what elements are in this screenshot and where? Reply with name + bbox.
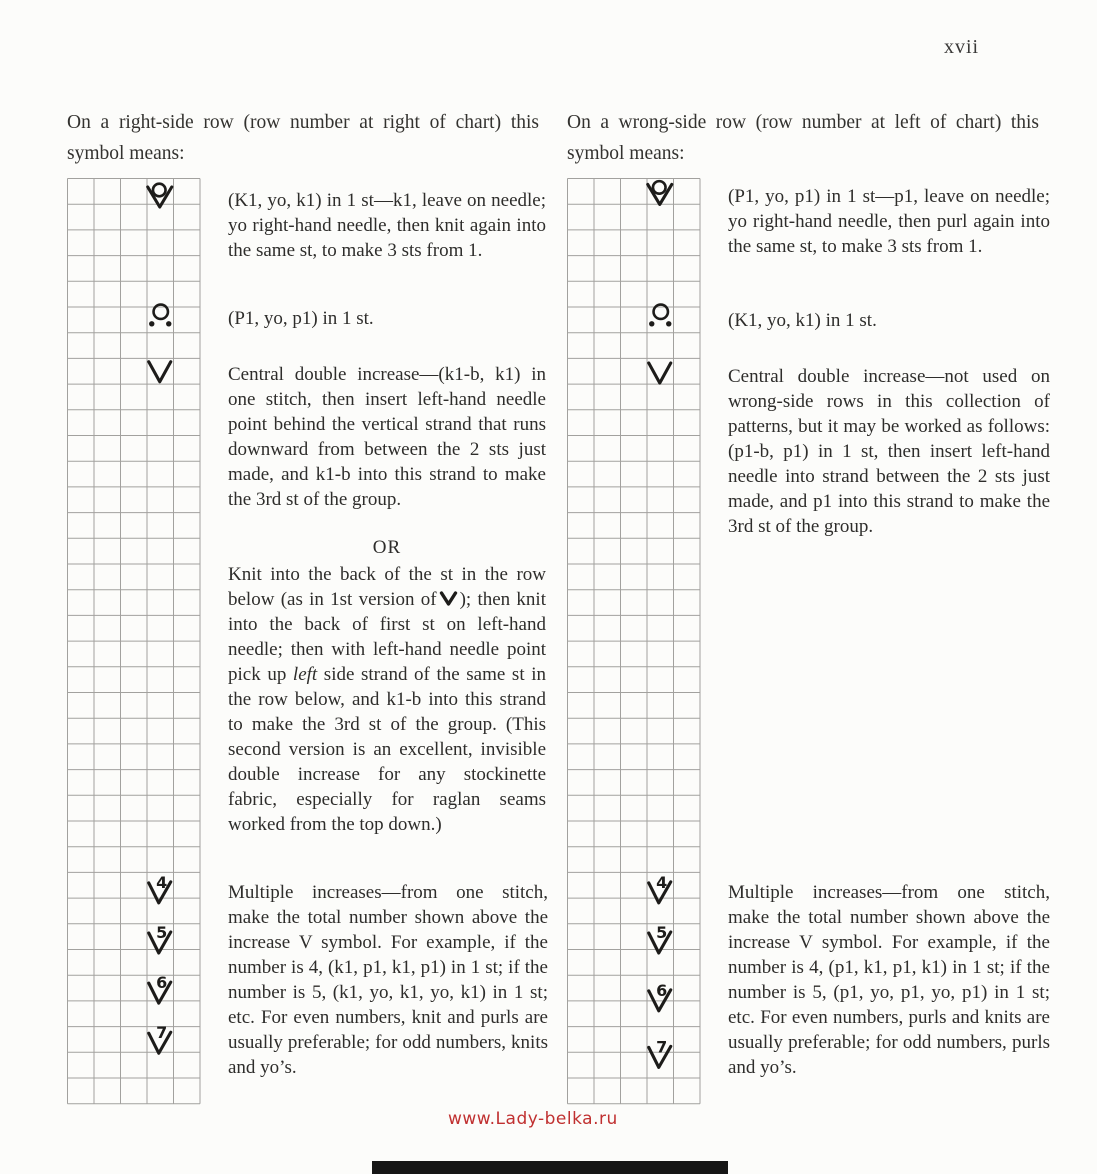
right-paragraph-1: (P1, yo, p1) in 1 st—p1, leave on needle; yo right-hand needle, then purl again into the same st, to make 3 sts from 1. (728, 186, 1050, 257)
v-increase-icon (439, 591, 458, 606)
multiple-increase-symbol (149, 923, 171, 953)
left-knitting-chart (67, 178, 201, 1105)
svg-text:6: 6 (656, 980, 668, 1000)
svg-text:7: 7 (156, 1023, 168, 1043)
k-yo-k-increase-symbol (648, 181, 672, 204)
central-increase-v-symbol (149, 362, 171, 382)
left-column-header: On a right-side row (row number at right of chart) this symbol means: (67, 112, 539, 164)
right-knitting-chart (567, 178, 701, 1105)
multiple-increase-symbol (649, 1037, 671, 1067)
left-paragraph-5: Multiple increases—from one stitch, make the total number shown above the increase V symbol. For example, if the number is 4, (k1, p1, k1, p1) in 1 st; if the number is 5, (k1, yo, k1, yo, k1) in 1 st; etc. For even numbers, knit and purls are usually preferable; for odd numbers, knits and yo’s. (228, 882, 548, 1078)
left-paragraph-1: (K1, yo, k1) in 1 st—k1, leave on needle; yo right-hand needle, then knit again into the same st, to make 3 sts from 1. (228, 190, 546, 261)
left-paragraph-4-italic: left (292, 664, 318, 685)
multiple-increase-symbol (649, 923, 671, 953)
svg-text:6: 6 (156, 973, 168, 993)
svg-text:4: 4 (656, 872, 668, 892)
right-column-header: On a wrong-side row (row number at left of chart) this symbol means: (567, 112, 1039, 164)
multiple-increase-symbol (149, 973, 171, 1003)
left-paragraph-4-part-c: side strand of the same st in the row below, and k1-b into this strand to make the 3rd st of the group. (This second version is an excellent, invisible double increase for any stockinette fabric, especially for raglan seams worked from the top down.) (228, 664, 546, 835)
right-paragraph-3: Central double increase—not used on wrong-side rows in this collection of patterns, but it may be worked as follows: (p1-b, p1) in 1 st, then insert left-hand needle into strand between the 2 sts just made, and p1 into this strand to make the 3rd st of the group. (728, 366, 1050, 537)
svg-text:5: 5 (656, 923, 668, 943)
svg-text:5: 5 (156, 923, 168, 943)
watermark-url: www.Lady-belka.ru (448, 1109, 618, 1129)
scan-artifact-bar (372, 1161, 728, 1174)
p-yo-p-increase-symbol (149, 305, 171, 327)
svg-text:7: 7 (656, 1037, 668, 1057)
page-number: xvii (944, 36, 980, 58)
central-increase-v-symbol (649, 363, 671, 383)
multiple-increase-symbol (149, 1023, 171, 1053)
p-yo-p-increase-symbol (649, 305, 671, 327)
right-paragraph-2: (K1, yo, k1) in 1 st. (728, 310, 877, 331)
left-paragraph-4 (228, 562, 546, 837)
right-paragraph-4: Multiple increases—from one stitch, make the total number shown above the increase V symbol. For example, if the number is 4, (p1, k1, p1, k1) in 1 st; if the number is 5, (p1, yo, p1, yo, p1) in 1 st; etc. For even numbers, purls and knits are usually preferable; for odd numbers, purls and yo’s. (728, 882, 1050, 1078)
svg-text:4: 4 (156, 872, 168, 892)
left-paragraph-3: Central double increase—(k1-b, k1) in one stitch, then insert left-hand needle point behind the vertical strand that runs downward from between the 2 sts just made, and k1-b into this strand to make the 3rd st of the group. (228, 364, 546, 510)
multiple-increase-symbol (649, 981, 671, 1011)
left-paragraph-2: (P1, yo, p1) in 1 st. (228, 308, 374, 329)
left-paragraph-4-part-b: ); then knit into the back of first st on left-hand needle; then with left-hand needle point pick up (228, 589, 546, 685)
or-label: OR (372, 537, 402, 558)
k-yo-k-increase-symbol (148, 184, 172, 207)
left-paragraph-4-part-a: Knit into the back of the st in the row below (as in 1st version of (228, 564, 546, 610)
